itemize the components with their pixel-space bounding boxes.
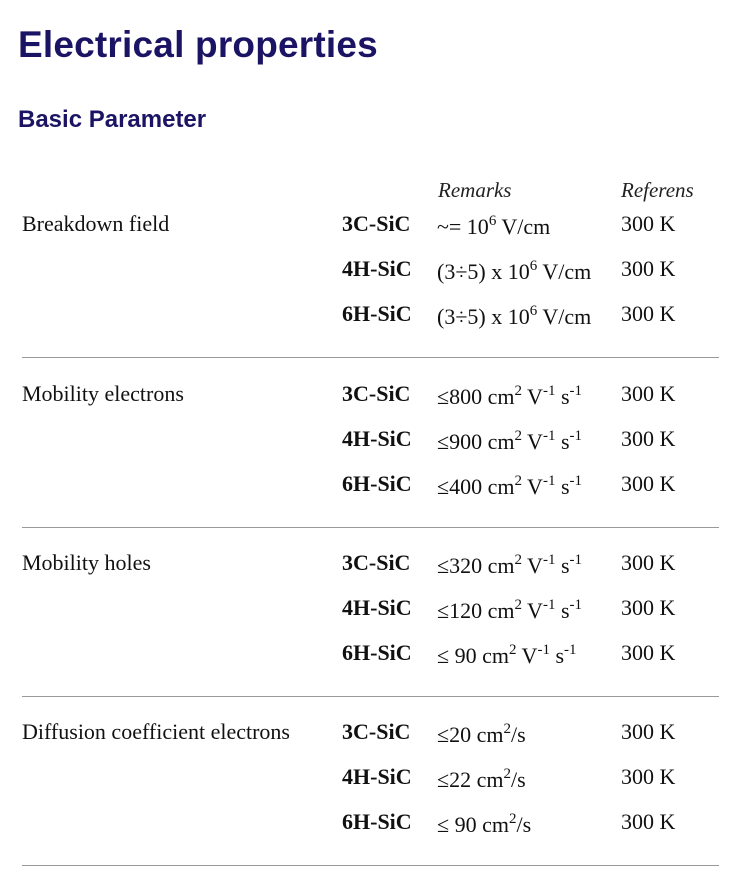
exponent: -1	[542, 473, 556, 489]
page-title: Electrical properties	[18, 24, 378, 65]
exponent: 2	[514, 428, 522, 444]
exponent: 2	[514, 383, 522, 399]
remark-value: ≤120 $cm^2$ $V^{-1}$ $s^{-1}$	[437, 597, 583, 623]
exponent: -1	[569, 473, 583, 489]
remark-value: ≤400 $cm^2$ $V^{-1}$ $s^{-1}$	[437, 473, 583, 499]
exponent: -1	[542, 383, 556, 399]
remark-value: (3÷5) x $10^6$ V/cm	[437, 258, 592, 284]
parameter-name: Diffusion coefficient electrons	[22, 719, 290, 744]
exponent: -1	[569, 597, 583, 613]
reference-value: 300 K	[621, 809, 676, 834]
remark-value: ≤320 $cm^2$ $V^{-1}$ $s^{-1}$	[437, 552, 583, 578]
polytype-label: 3C-SiC	[342, 719, 411, 744]
exponent: -1	[542, 552, 556, 568]
parameter-name: Breakdown field	[22, 211, 170, 236]
group-divider	[22, 696, 719, 697]
section-title: Basic Parameter	[18, 106, 207, 133]
polytype-label: 3C-SiC	[342, 550, 411, 575]
reference-value: 300 K	[621, 764, 676, 789]
polytype-label: 4H-SiC	[342, 256, 412, 281]
group-divider	[22, 865, 719, 866]
polytype-label: 6H-SiC	[342, 471, 412, 496]
exponent: 2	[514, 473, 522, 489]
polytype-label: 4H-SiC	[342, 426, 412, 451]
polytype-label: 6H-SiC	[342, 301, 412, 326]
group-divider	[22, 357, 719, 358]
exponent: -1	[542, 597, 556, 613]
reference-value: 300 K	[621, 595, 676, 620]
column-header-remarks: Remarks	[438, 178, 512, 202]
remark-value: ≤22 $cm^2/s$	[437, 766, 526, 792]
exponent: -1	[569, 428, 583, 444]
polytype-label: 4H-SiC	[342, 595, 412, 620]
remark-value: ≤800 $cm^2$ $V^{-1}$ $s^{-1}$	[437, 383, 583, 409]
exponent: 2	[503, 721, 511, 737]
reference-value: 300 K	[621, 471, 676, 496]
remark-value: ≤ 90 $cm^2$ $V^{-1}$ $s^{-1}$	[437, 642, 577, 668]
exponent: -1	[537, 642, 550, 658]
reference-value: 300 K	[621, 640, 676, 665]
reference-value: 300 K	[621, 381, 676, 406]
polytype-label: 3C-SiC	[342, 381, 411, 406]
polytype-label: 4H-SiC	[342, 764, 412, 789]
polytype-label: 3C-SiC	[342, 211, 411, 236]
group-divider	[22, 527, 719, 528]
exponent: 2	[514, 552, 522, 568]
parameter-name: Mobility holes	[22, 550, 151, 575]
exponent: -1	[542, 428, 556, 444]
remark-value: (3÷5) x $10^6$ V/cm	[437, 303, 592, 329]
exponent: -1	[564, 642, 577, 658]
reference-value: 300 K	[621, 426, 676, 451]
reference-value: 300 K	[621, 550, 676, 575]
polytype-label: 6H-SiC	[342, 640, 412, 665]
exponent: 6	[488, 213, 497, 229]
remark-value: ~= $10^6$ V/cm	[437, 213, 551, 239]
exponent: 2	[508, 811, 517, 827]
reference-value: 300 K	[621, 301, 676, 326]
remark-value: ≤ 90 $cm^2/s$	[437, 811, 532, 837]
reference-value: 300 K	[621, 719, 676, 744]
exponent: -1	[569, 383, 583, 399]
parameter-name: Mobility electrons	[22, 381, 184, 406]
exponent: 2	[514, 597, 522, 613]
reference-value: 300 K	[621, 211, 676, 236]
reference-value: 300 K	[621, 256, 676, 281]
exponent: 2	[503, 766, 511, 782]
exponent: 2	[508, 642, 517, 658]
remark-value: ≤900 $cm^2$ $V^{-1}$ $s^{-1}$	[437, 428, 583, 454]
exponent: -1	[569, 552, 583, 568]
exponent: 6	[529, 258, 538, 274]
column-header-referens: Referens	[621, 178, 694, 202]
remark-value: ≤20 $cm^2/s$	[437, 721, 526, 747]
polytype-label: 6H-SiC	[342, 809, 412, 834]
exponent: 6	[529, 303, 538, 319]
